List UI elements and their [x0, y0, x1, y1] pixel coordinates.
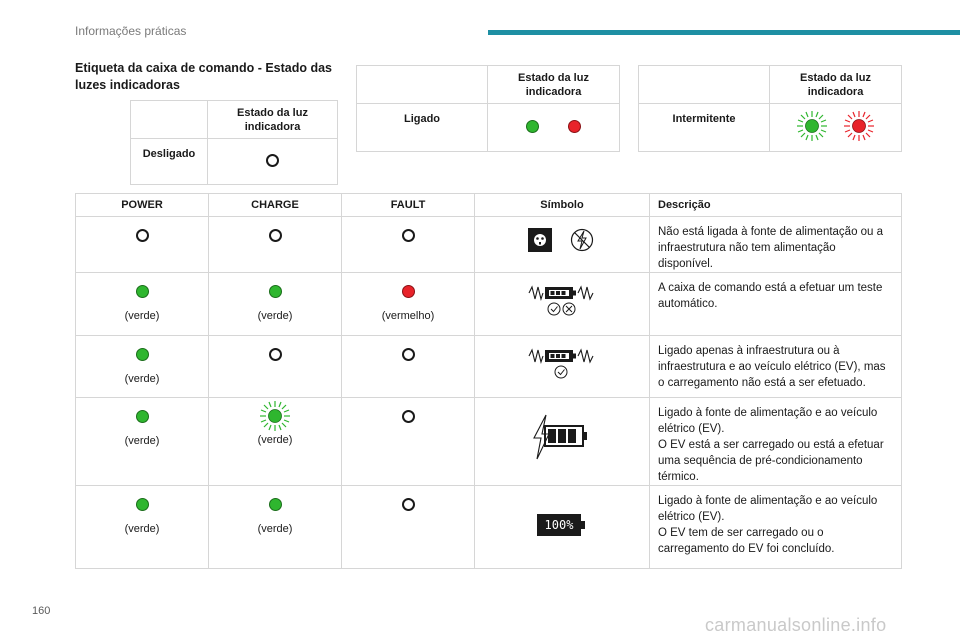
legend-header: Estado da luz indicadora [208, 101, 338, 139]
legend-table-on [356, 65, 620, 152]
led-red-icon [568, 120, 581, 133]
led-caption: (verde) [124, 435, 160, 447]
led-caption: (verde) [124, 373, 160, 385]
legend-header: Estado da luz indicadora [770, 66, 902, 104]
legend-table-off [130, 100, 338, 185]
led-off-icon [269, 348, 282, 361]
led-green-icon [136, 348, 149, 361]
led-off-icon [269, 229, 282, 242]
table-row [76, 398, 902, 486]
led-green-icon [526, 120, 539, 133]
led-off-icon [402, 229, 415, 242]
led-green-blinking-icon [259, 400, 291, 432]
led-caption: (verde) [257, 310, 293, 322]
legend-header: Estado da luz indicadora [488, 66, 620, 104]
led-caption: (verde) [124, 523, 160, 535]
plug-and-no-power-icon [527, 227, 597, 255]
self-test-icon [527, 283, 597, 317]
table-row [76, 273, 902, 336]
led-off-icon [402, 410, 415, 423]
led-caption: (verde) [124, 310, 160, 322]
row-description: Ligado apenas à infraestrutura ou à infraestrutura e ao veículo elétrico (EV), mas o carregamento não está a ser efetuado. [650, 336, 902, 398]
table-row [76, 217, 902, 273]
connected-check-icon [527, 346, 597, 380]
led-caption: (vermelho) [381, 310, 435, 322]
led-red-blinking-icon [843, 110, 875, 142]
legend-lights [208, 139, 338, 185]
legend-label: Intermitente [639, 104, 770, 152]
battery-full-icon [537, 514, 587, 536]
row-description: Ligado à fonte de alimentação e ao veículo elétrico (EV). O EV tem de ser carregado ou o carregamento do EV foi concluído. [650, 486, 902, 569]
table-header-row [76, 194, 902, 217]
row-description: Ligado à fonte de alimentação e ao veículo elétrico (EV). O EV está a ser carregado ou está a efetuar uma sequência de pré-condicionamento térmico. [650, 398, 902, 486]
header-title: Informações práticas [75, 24, 187, 38]
legend-label: Ligado [357, 104, 488, 152]
led-caption: (verde) [257, 434, 293, 446]
led-green-icon [136, 498, 149, 511]
header-accent-bar [488, 30, 960, 35]
page-number: 160 [32, 605, 51, 617]
battery-label: 100% [537, 514, 581, 536]
led-green-blinking-icon [796, 110, 828, 142]
col-header-description: Descrição [650, 194, 902, 217]
led-caption: (verde) [257, 523, 293, 535]
led-green-icon [136, 285, 149, 298]
row-description: Não está ligada à fonte de alimentação ou a infraestrutura não tem alimentação disponível. [650, 217, 902, 273]
legend-label: Desligado [131, 139, 208, 185]
led-off-icon [402, 498, 415, 511]
led-off-icon [266, 154, 279, 167]
led-green-icon [269, 498, 282, 511]
col-header-fault: FAULT [342, 194, 475, 217]
led-green-icon [136, 410, 149, 423]
table-row [76, 486, 902, 569]
charging-battery-icon [532, 414, 592, 460]
legend-table-blinking [638, 65, 902, 152]
col-header-charge: CHARGE [209, 194, 342, 217]
table-row [76, 336, 902, 398]
row-description: A caixa de comando está a efetuar um teste automático. [650, 273, 902, 336]
led-red-icon [402, 285, 415, 298]
col-header-power: POWER [76, 194, 209, 217]
led-green-icon [269, 285, 282, 298]
led-off-icon [402, 348, 415, 361]
legend-lights [488, 104, 620, 152]
watermark: carmanualsonline.info [705, 615, 887, 635]
led-off-icon [136, 229, 149, 242]
col-header-symbol: Símbolo [475, 194, 650, 217]
status-table [75, 193, 902, 569]
legend-lights [770, 104, 902, 152]
section-title: Etiqueta da caixa de comando - Estado das luzes indicadoras [75, 61, 333, 92]
